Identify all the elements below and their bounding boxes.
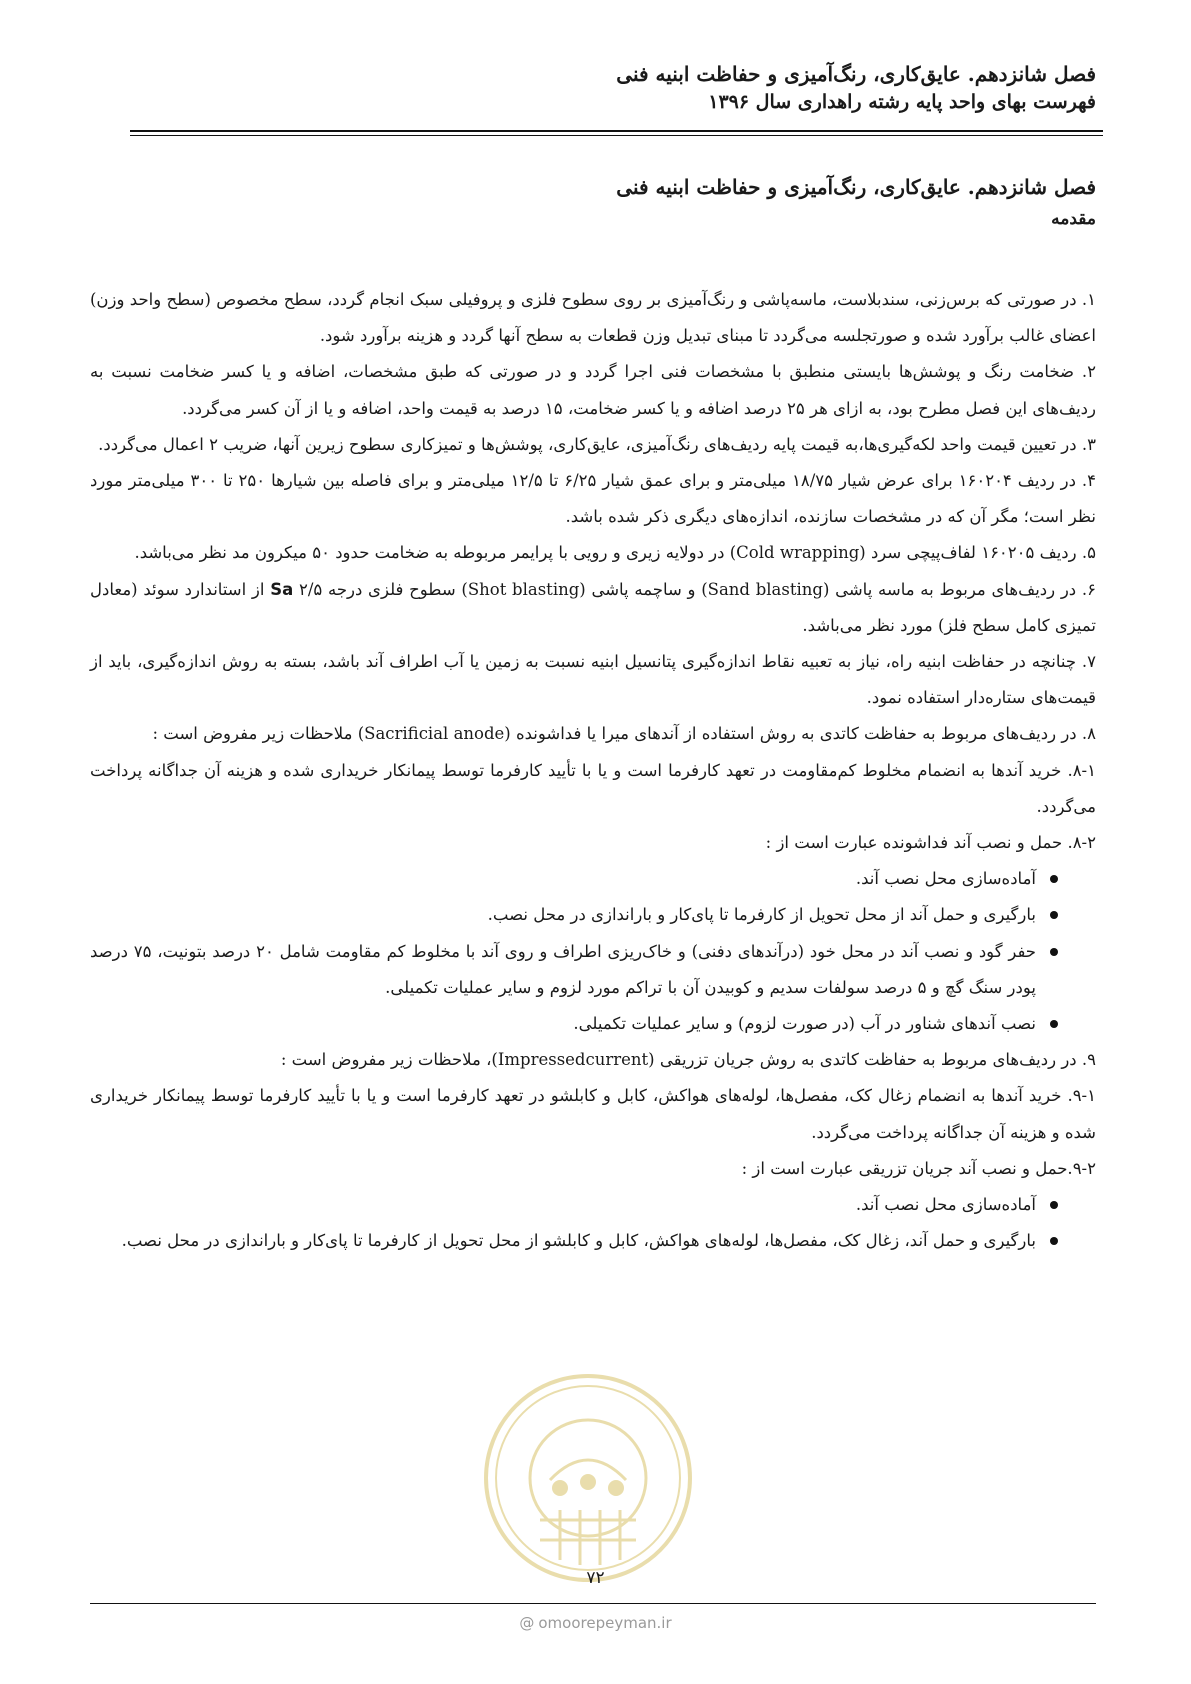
paragraph-1: ۱. در صورتی که برس‌زنی، سندبلاست، ماسه‌پاشی و رنگ‌آمیزی بر روی سطوح فلزی و پروفیلی سبک انجام گردد، سطح مخصوص (سطح واحد وزن) اعضای غالب برآورد شده و صورتجلسه می‌گردد تا مبنای تبدیل وزن قطعات به سطح آنها گردد و هزینه برآورد شود. [90, 290, 1096, 346]
list-item: بارگیری و حمل آند از محل تحویل از کارفرما تا پای‌کار و باراندازی در محل نصب. [90, 897, 1058, 933]
paragraph-6-sa-grade: Sa [270, 579, 294, 599]
document-body [90, 282, 1096, 1259]
paragraph-2: ۲. ضخامت رنگ و پوشش‌ها بایستی منطبق با مشخصات فنی اجرا گردد و در صورتی که طبق مشخصات، اضافه و یا کسر ضخامت نسبت به ردیف‌های این فصل مطرح بود، به ازای هر ۲۵ درصد اضافه و یا کسر ضخامت، ۱۵ درصد به قیمت واحد، اضافه و یا از آن کسر می‌گردد. [90, 362, 1096, 418]
paragraph-7: ۷. چنانچه در حفاظت ابنیه راه، نیاز به تعبیه نقاط اندازه‌گیری پتانسیل ابنیه نسبت به زمین یا آب اطراف آند باشد، بسته به روش اندازه‌گیری، باید از قیمت‌های ستاره‌دار استفاده نمود. [90, 652, 1096, 708]
list-item: حفر گود و نصب آند در محل خود (درآندهای دفنی) و خاک‌ریزی اطراف و روی آند با مخلوط کم مقاومت شامل ۲۰ درصد بتونیت، ۷۵ درصد پودر سنگ گچ و ۵ درصد سولفات سدیم و کوبیدن آن با تراکم مورد لزوم و سایر عملیات تکمیلی. [90, 934, 1058, 1006]
section-heading [130, 170, 1096, 234]
footer-divider [90, 1603, 1096, 1604]
header-price-list-title: فهرست بهای واحد پایه رشته راهداری سال ۱۳۹۶ [708, 91, 1096, 113]
paragraph-8: ۸. در ردیف‌های مربوط به حفاظت کاتدی به روش استفاده از آندهای میرا یا فداشونده (Sacrificial anode) ملاحظات زیر مفروض است : [152, 724, 1096, 744]
paragraph-6 [90, 572, 1096, 644]
list-item: آماده‌سازی محل نصب آند. [90, 861, 1058, 897]
paragraph-4: ۴. در ردیف ۱۶۰۲۰۴ برای عرض شیار ۱۸/۷۵ میلی‌متر و برای عمق شیار ۶/۲۵ تا ۱۲/۵ میلی‌متر و برای فاصله بین شیارها ۲۵۰ تا ۳۰۰ میلی‌متر مورد نظر است؛ مگر آن که در مشخصات سازنده، اندازه‌های دیگری ذکر شده باشد. [90, 471, 1097, 527]
header-divider-thick [130, 130, 1103, 132]
paragraph-8-1: ۸-۱. خرید آندها به انضمام مخلوط کم‌مقاومت در تعهد کارفرما است و یا با تأیید کارفرما توسط پیمانکار خریداری شده و هزینه آن جداگانه پرداخت می‌گردد. [90, 760, 1096, 816]
paragraph-8-2: ۸-۲. حمل و نصب آند فداشونده عبارت است از : [765, 833, 1096, 853]
paragraph-9-2: ۹-۲.حمل و نصب آند جریان تزریقی عبارت است از : [741, 1158, 1096, 1178]
paragraph-6-part-a: ۶. در ردیف‌های مربوط به ماسه پاشی (Sand blasting) و ساچمه پاشی (Shot blasting) سطوح فلزی درجه ۲/۵ [293, 579, 1096, 599]
section-subtitle: مقدمه [1051, 209, 1096, 229]
page-number: ۷۲ [586, 1568, 605, 1588]
site-credit-text: omoorepeyman.ir [538, 1614, 672, 1632]
bullet-list-9 [90, 1187, 1096, 1259]
paragraph-6-part-b: از استاندارد سوئد (معادل تمیزی کامل سطح فلز) مورد نظر می‌باشد. [90, 579, 1096, 635]
paragraph-9: ۹. در ردیف‌های مربوط به حفاظت کاتدی به روش جریان تزریقی (Impressedcurrent)، ملاحظات زیر مفروض است : [280, 1050, 1096, 1070]
list-item: بارگیری و حمل آند، زغال کک، مفصل‌ها، لوله‌های هواکش، کابل و کابلشو از محل تحویل از کارفرما تا پای‌کار و باراندازی در محل نصب. [90, 1223, 1058, 1259]
at-sign-icon: @ [519, 1614, 535, 1632]
paragraph-5: ۵. ردیف ۱۶۰۲۰۵ لفاف‌پیچی سرد (Cold wrapping) در دولایه زیری و رویی با پرایمر مربوطه به ضخامت حدود ۵۰ میکرون مد نظر می‌باشد. [134, 543, 1096, 563]
watermark-stamp-icon [480, 1370, 696, 1586]
list-item: نصب آندهای شناور در آب (در صورت لزوم) و سایر عملیات تکمیلی. [90, 1006, 1058, 1042]
header-chapter-title: فصل شانزدهم. عایق‌کاری، رنگ‌آمیزی و حفاظت ابنیه فنی [616, 62, 1096, 86]
paragraph-9-1: ۹-۱. خرید آندها به انضمام زغال کک، مفصل‌ها، لوله‌های هواکش، کابل و کابلشو در تعهد کارفرما است و یا با تأیید کارفرما توسط پیمانکار خریداری شده و هزینه آن جداگانه پرداخت می‌گردد. [90, 1086, 1096, 1142]
running-header [130, 60, 1096, 116]
bullet-list-8 [90, 861, 1096, 1042]
list-item: آماده‌سازی محل نصب آند. [90, 1187, 1058, 1223]
site-credit [0, 1614, 1191, 1632]
paragraph-3: ۳. در تعیین قیمت واحد لکه‌گیری‌ها،به قیمت پایه ردیف‌های رنگ‌آمیزی، عایق‌کاری، پوشش‌ها و تمیزکاری سطوح زیرین آنها، ضریب ۲ اعمال می‌گردد. [98, 434, 1096, 454]
section-title: فصل شانزدهم. عایق‌کاری، رنگ‌آمیزی و حفاظت ابنیه فنی [616, 175, 1096, 199]
header-divider-thin [130, 135, 1103, 136]
